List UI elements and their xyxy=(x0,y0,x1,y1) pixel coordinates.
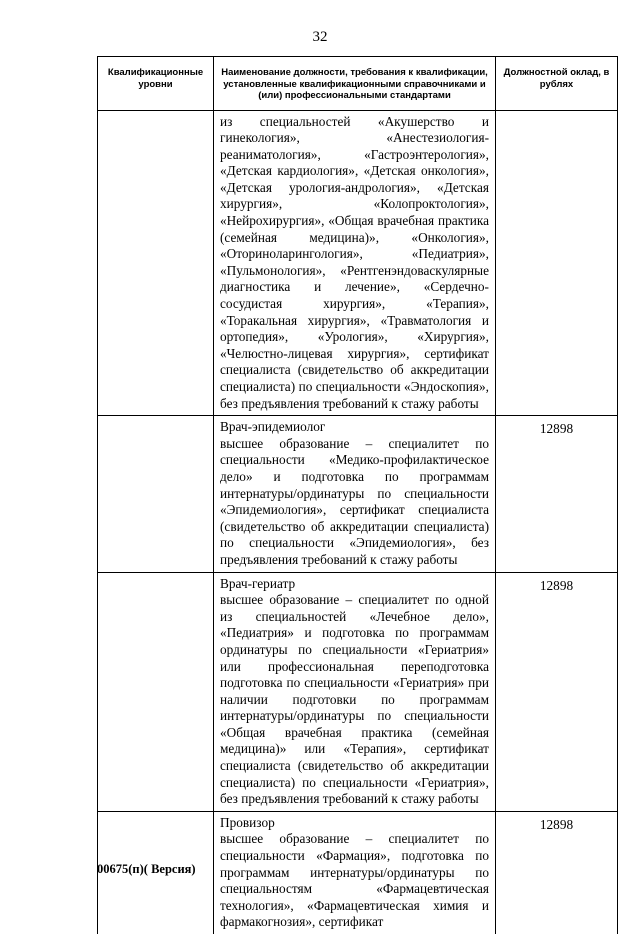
continuation-text: из специальностей «Акушерство и гинекология», «Анестезиология-реаниматология», «Гастроэнтерология», «Детская кардиология», «Детская онкология», «Детская урология-андрология», «Детская хирургия», «Колопроктология», «Нейрохирургия», «Общая врачебная практика (семейная медицина)», «Онкология», «Оториноларингология», «Педиатрия», «Пульмонология», «Рентгенэндоваскулярные диагностика и лечение», «Сердечно-сосудистая хирургия», «Терапия», «Торакальная хирургия», «Травматология и ортопедия», «Урология», «Хирургия», «Челюстно-лицевая хирургия», сертификат специалиста (свидетельство об аккредитации специалиста) по специальности «Эндоскопия», без предъявления требований к стажу работы xyxy=(214,110,496,416)
position-title: Врач-эпидемиолог xyxy=(220,419,326,435)
table-row xyxy=(98,416,618,572)
salary-cell xyxy=(496,110,618,416)
table-header-row xyxy=(98,57,618,111)
position-cell xyxy=(214,572,496,811)
level-cell xyxy=(98,572,214,811)
table-row xyxy=(98,572,618,811)
header-position-requirements: Наименование должности, требования к квалификации, установленные квалификационными справочниками и (или) профессиональными стандартами xyxy=(214,57,496,111)
position-title: Провизор xyxy=(220,814,275,830)
level-cell xyxy=(98,110,214,416)
position-title: Врач-гериатр xyxy=(220,575,296,591)
document-footer xyxy=(97,862,196,877)
salary-value: 12898 xyxy=(496,811,618,934)
page-number: 32 xyxy=(312,29,328,45)
position-requirements: высшее образование – специалитет по специальности «Фармация», подготовка по программам интернатуры/ординатуры по специальностям «Фармацевтическая технология», «Фармацевтическая химия и фармакогнозия», сертификат xyxy=(220,831,489,930)
table-row xyxy=(98,110,618,416)
qualification-table xyxy=(97,56,618,934)
level-cell xyxy=(98,416,214,572)
position-requirements: высшее образование – специалитет по специальности «Медико-профилактическое дело» и подготовка по программам интернатуры/ординатуры по специальности «Эпидемиология», сертификат специалиста (свидетельство об аккредитации специалиста) по специальности «Эпидемиология», без предъявления требований к стажу работы xyxy=(220,435,489,567)
document-version: ( Версия) xyxy=(143,862,196,876)
header-salary: Должностной оклад, в рублях xyxy=(496,57,618,111)
position-cell xyxy=(214,416,496,572)
salary-value: 12898 xyxy=(496,572,618,811)
position-cell xyxy=(214,811,496,934)
position-requirements: высшее образование – специалитет по одной из специальностей «Лечебное дело», «Педиатрия» и подготовка по программам ординатуры по специальности «Гериатрия» или профессиональная переподготовка подготовка по специальности «Гериатрия» при наличии подготовки по программам интернатуры/ординатуры по специальности «Общая врачебная практика (семейная медицина)» или «Терапия», сертификат специалиста (свидетельство об аккредитации специалиста) по специальности «Гериатрия», без предъявления требований к стажу работы xyxy=(220,592,489,807)
document-code: 00675(п) xyxy=(97,862,144,876)
header-qualification-levels: Квалификационные уровни xyxy=(98,57,214,111)
salary-value: 12898 xyxy=(496,416,618,572)
